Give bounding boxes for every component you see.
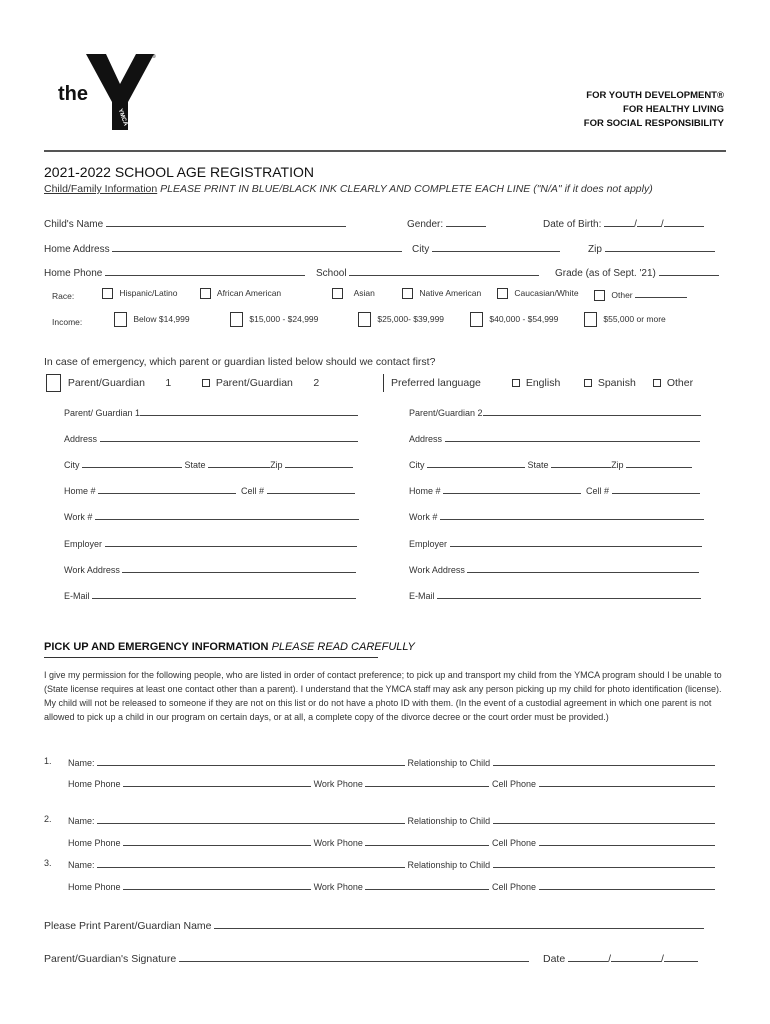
language-english-checkbox[interactable]: English — [512, 377, 560, 389]
contact-3-number: 3. — [44, 858, 52, 868]
checkbox-icon — [512, 379, 520, 387]
form-subtitle — [44, 183, 653, 195]
contact-3-name-field[interactable]: Name: Relationship to Child — [68, 858, 715, 870]
race-other-checkbox[interactable]: Other — [594, 288, 687, 301]
contact-1-phones-field[interactable]: Home Phone Work Phone Cell Phone — [68, 777, 715, 789]
checkbox-icon — [332, 288, 343, 299]
contact-1-number: 1. — [44, 756, 52, 766]
ymca-logo — [58, 52, 158, 132]
contact-2-name-field[interactable]: Name: Relationship to Child — [68, 814, 715, 826]
checkbox-icon — [200, 288, 211, 299]
checkbox-icon — [470, 312, 483, 327]
checkbox-icon — [230, 312, 243, 327]
home-address-field[interactable]: Home Address — [44, 242, 402, 255]
pg1-address-field[interactable]: Address — [64, 432, 358, 444]
signature-date-field[interactable]: Date / / — [543, 952, 698, 965]
contact-2-number: 2. — [44, 814, 52, 824]
income-below-14999-checkbox[interactable]: Below $14,999 — [114, 312, 190, 327]
income-label: Income: — [52, 317, 83, 327]
form-title: 2021-2022 SCHOOL AGE REGISTRATION — [44, 164, 314, 180]
tagline-healthy: FOR HEALTHY LIVING — [623, 104, 724, 115]
pg2-city-state-zip-field[interactable]: City State Zip — [409, 458, 692, 470]
preferred-language-label: Preferred language — [391, 377, 481, 389]
date-of-birth-field[interactable]: Date of Birth: / / — [543, 217, 704, 230]
checkbox-icon — [594, 290, 605, 301]
home-phone-field[interactable]: Home Phone — [44, 266, 305, 279]
contact-3-phones-field[interactable]: Home Phone Work Phone Cell Phone — [68, 880, 715, 892]
income-55000-checkbox[interactable]: $55,000 or more — [584, 312, 666, 327]
pg2-work-address-field[interactable]: Work Address — [409, 563, 699, 575]
language-divider — [383, 374, 384, 392]
race-native-american-checkbox[interactable]: Native American — [402, 288, 481, 299]
race-caucasian-checkbox[interactable]: Caucasian/White — [497, 288, 579, 299]
checkbox-icon — [497, 288, 508, 299]
svg-text:®: ® — [152, 54, 156, 60]
pg2-work-field[interactable]: Work # — [409, 510, 704, 522]
print-guardian-name-field[interactable]: Please Print Parent/Guardian Name — [44, 919, 704, 932]
subtitle-instructions: PLEASE PRINT IN BLUE/BLACK INK CLEARLY AND COMPLETE EACH LINE ("N/A" if it does not apply) — [160, 183, 653, 195]
checkbox-icon — [653, 379, 661, 387]
checkbox-icon — [114, 312, 127, 327]
income-15000-checkbox[interactable]: $15,000 - $24,999 — [230, 312, 318, 327]
race-african-american-checkbox[interactable]: African American — [200, 288, 281, 299]
pg1-work-field[interactable]: Work # — [64, 510, 359, 522]
zip-field[interactable]: Zip — [588, 242, 715, 255]
pg1-employer-field[interactable]: Employer — [64, 537, 357, 549]
checkbox-icon — [584, 312, 597, 327]
tagline-social: FOR SOCIAL RESPONSIBILITY — [583, 118, 724, 129]
pg2-email-field[interactable]: E-Mail — [409, 589, 701, 601]
subtitle-section: Child/Family Information — [44, 183, 158, 195]
childs-name-field[interactable]: Child's Name — [44, 217, 346, 230]
race-asian-checkbox[interactable]: Asian — [332, 288, 375, 299]
school-field[interactable]: School — [316, 266, 539, 279]
ymca-y-icon — [58, 52, 158, 132]
svg-text:YMCA: YMCA — [116, 108, 129, 127]
pickup-heading-underline — [44, 657, 378, 658]
pickup-heading: PICK UP AND EMERGENCY INFORMATION PLEASE READ CAREFULLY — [44, 641, 415, 653]
grade-field[interactable]: Grade (as of Sept. '21) — [555, 266, 719, 279]
emergency-pg2-option[interactable]: Parent/Guardian 2 — [202, 377, 319, 389]
checkbox-icon — [584, 379, 592, 387]
pg2-name-field[interactable]: Parent/Guardian 2 — [409, 406, 701, 418]
pg1-home-cell-field[interactable]: Home # Cell # — [64, 484, 355, 496]
income-25000-checkbox[interactable]: $25,000- $39,999 — [358, 312, 444, 327]
guardian-signature-field[interactable]: Parent/Guardian's Signature — [44, 952, 529, 965]
pg1-name-field[interactable]: Parent/ Guardian 1 — [64, 406, 358, 418]
svg-text:the: the — [58, 83, 88, 105]
checkbox-icon — [202, 379, 210, 387]
pg1-city-state-zip-field[interactable]: City State Zip — [64, 458, 353, 470]
checkbox-icon — [46, 374, 61, 392]
checkbox-icon — [102, 288, 113, 299]
pg1-work-address-field[interactable]: Work Address — [64, 563, 356, 575]
pg2-address-field[interactable]: Address — [409, 432, 700, 444]
contact-2-phones-field[interactable]: Home Phone Work Phone Cell Phone — [68, 836, 715, 848]
pg2-home-cell-field[interactable]: Home # Cell # — [409, 484, 700, 496]
language-other-checkbox[interactable]: Other — [653, 377, 693, 389]
pg2-employer-field[interactable]: Employer — [409, 537, 702, 549]
race-label: Race: — [52, 291, 75, 301]
gender-field[interactable]: Gender: — [407, 217, 486, 230]
pg1-email-field[interactable]: E-Mail — [64, 589, 356, 601]
emergency-pg1-option[interactable]: Parent/Guardian 1 — [46, 374, 171, 392]
race-hispanic-checkbox[interactable]: Hispanic/Latino — [102, 288, 178, 299]
city-field[interactable]: City — [412, 242, 560, 255]
checkbox-icon — [358, 312, 371, 327]
language-spanish-checkbox[interactable]: Spanish — [584, 377, 636, 389]
pickup-permission-text: I give my permission for the following people, who are listed in order of contact preference; to pick up and transport my child from the YMCA program should I be unable to (State license requires at least one contact other than a parent). I understand that the YMCA staff may ask any person picking up my child for photo identification (license). My child will not be released to someone if they are not on this list or do not have a photo ID with them. (In the event of a custodial agreement in which one parent is not allowed to pick up a child in our program on certain days, or at all, a complete copy of the divorce decree or the court order must be provided.) — [44, 670, 722, 722]
tagline-youth: FOR YOUTH DEVELOPMENT® — [586, 90, 724, 101]
header-divider — [44, 150, 726, 152]
checkbox-icon — [402, 288, 413, 299]
contact-1-name-field[interactable]: Name: Relationship to Child — [68, 756, 715, 768]
emergency-question: In case of emergency, which parent or guardian listed below should we contact first? — [44, 356, 436, 368]
income-40000-checkbox[interactable]: $40,000 - $54,999 — [470, 312, 558, 327]
